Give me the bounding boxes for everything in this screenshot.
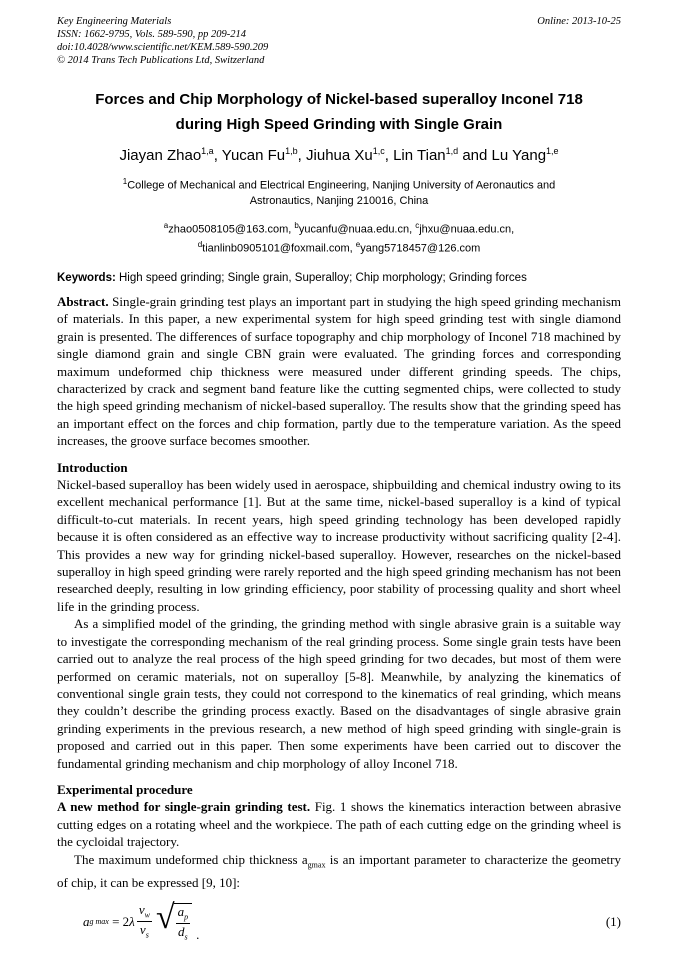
affiliation-line-1: College of Mechanical and Electrical Engineering, Nanjing University of Aeronautics and: [127, 179, 556, 192]
chip-subscript: gmax: [307, 860, 326, 870]
eq-vs-sub: s: [145, 930, 149, 940]
author-superscript: 1,e: [546, 146, 559, 156]
keywords-text: High speed grinding; Single grain, Superalloy; Chip morphology; Grinding forces: [115, 271, 527, 284]
equation-row: [57, 898, 621, 943]
paper-title-line-2: during High Speed Grinding with Single Grain: [175, 116, 503, 133]
email-superscript: d: [197, 240, 203, 250]
email-address: jhxu@nuaa.edu.cn: [419, 223, 512, 236]
introduction-paragraph-2: As a simplified model of the grinding, the grinding method with single abrasive grain is a suitable way to investigate the corresponding mechanism of the real grinding process. Some single grain tests have been carried out to analyze the real process of the high speed grinding for two decades, but most of them were performed on ceramic materials, not on superalloy [5-8]. Meanwhile, by analyzing the kinematics of conventional single grain tests, they could not correspond to the kinematics of real grinding, which means they couldn’t describe the grinding process exactly. Based on the disadvantages of single abrasive grain grinding experiments in the previous research, a new method of high speed grinding with single-grain is proposed and carried out in this paper. Then some experiments have been carried out to discover the fundamental grinding mechanism and chip morphology of alloy Inconel 718.: [57, 616, 621, 771]
eq-lhs-base: a: [83, 913, 90, 929]
journal-name: Key Engineering Materials: [57, 16, 172, 27]
online-date: Online: 2013-10-25: [537, 16, 621, 27]
author-name: Jiuhua Xu: [306, 147, 373, 164]
section-heading-introduction: Introduction: [57, 459, 128, 475]
author-emails: [57, 218, 621, 257]
eq-depth-ratio-fraction: [176, 905, 191, 943]
author-name: Lu Yang: [491, 147, 547, 164]
email-superscript: e: [355, 240, 361, 250]
chip-text-1: The maximum undeformed chip thickness a: [74, 851, 308, 867]
doi-line: doi:10.4028/www.scientific.net/KEM.589-590.209: [57, 42, 269, 53]
eq-vw-base: v: [138, 901, 145, 917]
method-paragraph: [57, 798, 621, 850]
eq-ap-sub: p: [184, 912, 189, 922]
keywords-line: [57, 272, 621, 284]
authors-line: [57, 146, 621, 164]
email-address: yang5718457@126.com: [360, 242, 481, 255]
eq-ds-base: d: [178, 924, 185, 940]
email-separator: ,: [409, 223, 416, 236]
eq-lhs-subscript: g max: [89, 917, 109, 927]
eq-lambda: λ: [129, 913, 135, 929]
email-separator: ,: [288, 223, 295, 236]
author-separator: ,: [213, 147, 222, 164]
copyright-line: © 2014 Trans Tech Publications Ltd, Switzerland: [57, 55, 265, 66]
email-line-2: [57, 237, 621, 257]
author-name: Lin Tian: [393, 147, 446, 164]
journal-header: [57, 15, 621, 67]
author-superscript: 1,d: [445, 146, 459, 156]
email-separator: ,: [349, 242, 356, 255]
affiliation: [57, 174, 621, 209]
email-superscript: a: [163, 220, 169, 230]
eq-square-root: [155, 898, 192, 943]
section-heading-experimental-procedure: Experimental procedure: [57, 781, 193, 797]
email-line-1: [57, 218, 621, 238]
email-separator: ,: [511, 223, 515, 236]
eq-ap-base: a: [177, 903, 185, 919]
paper-title: [57, 87, 621, 137]
abstract-label: Abstract.: [57, 293, 109, 309]
eq-speed-ratio-fraction: [137, 903, 152, 941]
email-address: tianlinb0905101@foxmail.com: [202, 242, 350, 255]
author-superscript: 1,c: [372, 146, 385, 156]
email-address: yucanfu@nuaa.edu.cn: [298, 223, 410, 236]
email-address: zhao0508105@163.com: [168, 223, 289, 236]
author-superscript: 1,a: [201, 146, 214, 156]
paper-title-line-1: Forces and Chip Morphology of Nickel-based superalloy Inconel 718: [95, 91, 583, 108]
eq-vw-sub: w: [144, 910, 150, 920]
equation-number: (1): [605, 913, 621, 929]
chip-text-2: is an important parameter to characterize the geometry of chip, it can be expressed [9, 10]:: [57, 851, 621, 890]
author-separator: ,: [384, 147, 394, 164]
radical-sign: √: [155, 898, 175, 936]
keywords-label: Keywords:: [57, 271, 116, 284]
author-name: Yucan Fu: [221, 147, 286, 164]
journal-header-left: [57, 15, 268, 67]
equation-1: [83, 898, 200, 943]
email-superscript: b: [294, 220, 299, 230]
author-superscript: 1,b: [285, 146, 298, 156]
abstract-text: Single-grain grinding test plays an important part in studying the high speed grinding mechanism of materials. In this paper, a new experimental system for high speed grinding test with single diamond grain is presented. The differences of surface topography and chip morphology of Inconel 718 machined by single diamond grain and single CBN grain were evaluated. The grinding forces and corresponding maximum undeformed chip thickness were measured under different grinding speeds. The chips, characterized by crack and segment band feature like the cutting segmented chips, were collected to study the high speed grinding mechanism of nickel-based superalloy. The results show that the grinding speed has an important effect on the forces and chip formation, partly due to the temperature variation. As the speed increases, the groove surface becomes smoother.: [57, 293, 621, 449]
eq-ds-sub: s: [184, 932, 188, 942]
eq-period: .: [196, 926, 200, 942]
affiliation-line-2: Astronautics, Nanjing 210016, China: [249, 194, 429, 207]
eq-equals: = 2: [112, 913, 130, 929]
abstract-paragraph: [57, 293, 621, 450]
eq-vs-base: v: [139, 922, 146, 938]
author-name: Jiayan Zhao: [119, 147, 202, 164]
introduction-paragraph-1: Nickel-based superalloy has been widely used in aerospace, shipbuilding and chemical industry owing to its excellent mechanical performance [1]. But at the same time, nickel-based superalloy is a kind of typical difficult-to-cut materials. In recent years, high speed grinding technology has been developed rapidly because it is often considered as an effective way to increase productivity without sacrificing quality [2-4]. This provides a new way for grinding nickel-based superalloy. However, researches on the nickel-based superalloy in high speed grinding were rarely reported and the high speed grinding mechanism has not been researched deeply, resulting in low grinding efficiency, poor stability of processing quality and short wheel life in the grinding process.: [57, 477, 621, 614]
author-separator: ,: [297, 147, 307, 164]
chip-thickness-paragraph: [57, 851, 621, 891]
method-label: A new method for single-grain grinding test.: [57, 799, 311, 815]
issn-line: ISSN: 1662-9795, Vols. 589-590, pp 209-214: [57, 29, 246, 40]
method-text: Fig. 1 shows the kinematics interaction between abrasive cutting edges on a rotating wheel and the workpiece. The path of each cutting edge on the grinding wheel is the cycloidal trajectory.: [57, 799, 621, 850]
email-superscript: c: [415, 220, 420, 230]
author-separator: and: [458, 147, 492, 164]
affiliation-superscript: 1: [122, 177, 128, 186]
